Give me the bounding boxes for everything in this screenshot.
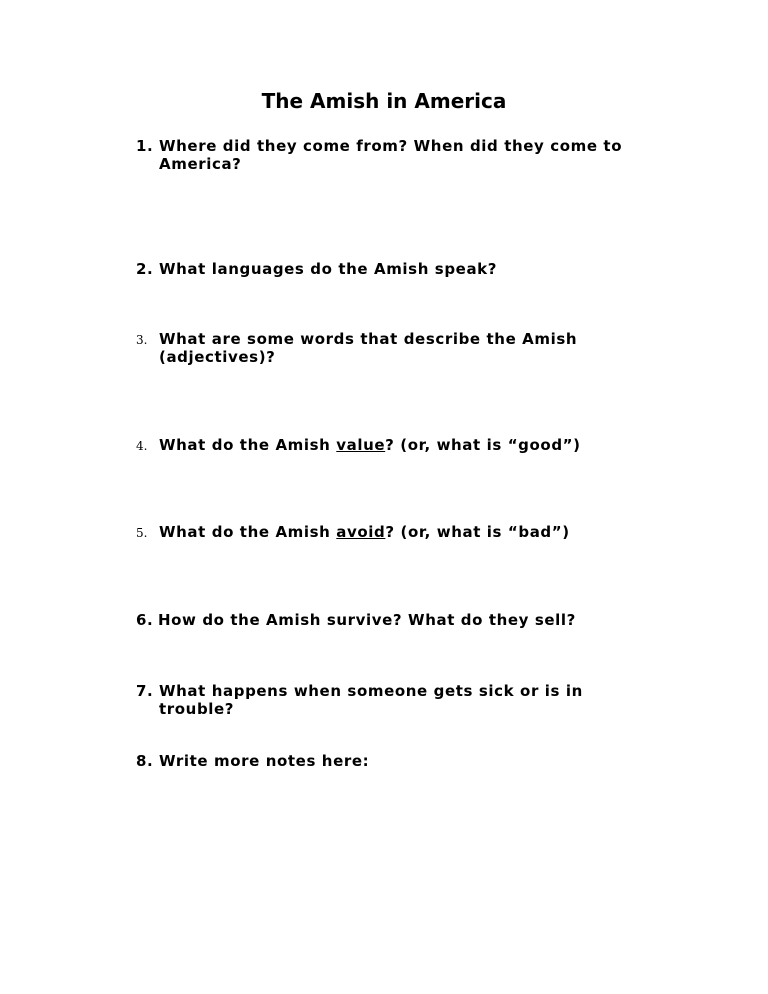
question-7 <box>136 682 636 718</box>
underlined-word: avoid <box>336 523 386 541</box>
question-text: How do the Amish survive? What do they sell? <box>158 611 576 629</box>
question-text: Write more notes here: <box>159 752 370 770</box>
question-4 <box>136 436 636 454</box>
question-text: What are some words that describe the Amish (adjectives)? <box>159 330 578 366</box>
question-number: 1. <box>136 137 154 155</box>
question-number: 6. <box>136 611 154 629</box>
question-text: What do the Amish avoid? (or, what is “bad”) <box>159 523 570 541</box>
question-number: 7. <box>136 682 154 700</box>
page-title: The Amish in America <box>261 89 507 113</box>
question-5 <box>136 523 636 541</box>
question-6 <box>136 611 636 629</box>
question-text: What languages do the Amish speak? <box>159 260 498 278</box>
question-1 <box>136 137 636 173</box>
question-number: 5. <box>136 526 148 540</box>
question-3 <box>136 330 636 366</box>
question-text: What do the Amish value? (or, what is “good”) <box>159 436 581 454</box>
question-text: Where did they come from? When did they come to America? <box>159 137 623 173</box>
question-number: 3. <box>136 333 148 347</box>
question-2 <box>136 260 636 278</box>
question-number: 8. <box>136 752 154 770</box>
question-number: 4. <box>136 439 148 453</box>
question-8 <box>136 752 636 770</box>
underlined-word: value <box>336 436 386 454</box>
question-number: 2. <box>136 260 154 278</box>
question-text: What happens when someone gets sick or is in trouble? <box>159 682 583 718</box>
